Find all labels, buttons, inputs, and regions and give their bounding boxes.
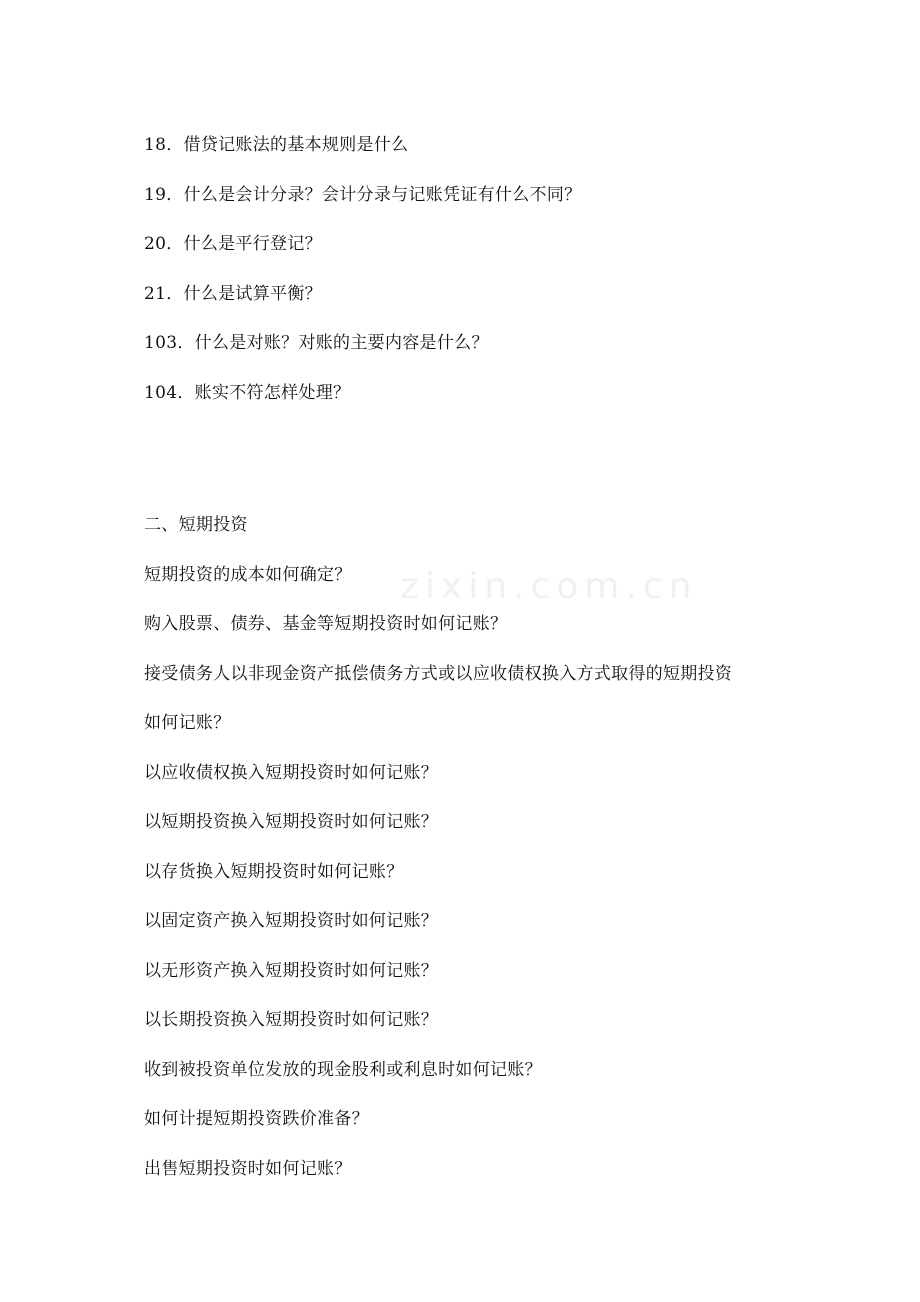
section-question: 收到被投资单位发放的现金股利或利息时如何记账？ bbox=[144, 1059, 542, 1080]
section-question: 以存货换入短期投资时如何记账？ bbox=[144, 861, 404, 882]
section-heading: 二、短期投资 bbox=[144, 515, 248, 535]
section-question: 以短期投资换入短期投资时如何记账？ bbox=[144, 812, 439, 832]
question-103: 103．什么是对账？对账的主要内容是什么？ bbox=[144, 333, 489, 353]
section-question: 接受债务人以非现金资产抵偿债务方式或以应收债权换入方式取得的短期投资 bbox=[144, 663, 733, 684]
question-20: 20．什么是平行登记？ bbox=[144, 234, 322, 254]
section-question-continuation: 如何记账？ bbox=[144, 713, 231, 733]
question-21: 21．什么是试算平衡？ bbox=[144, 283, 322, 304]
section-question: 购入股票、债券、基金等短期投资时如何记账？ bbox=[144, 614, 508, 634]
section-question: 出售短期投资时如何记账？ bbox=[144, 1158, 352, 1179]
section-question: 以应收债权换入短期投资时如何记账？ bbox=[144, 762, 439, 783]
question-19: 19．什么是会计分录？会计分录与记账凭证有什么不同？ bbox=[144, 184, 582, 205]
section-question: 以长期投资换入短期投资时如何记账？ bbox=[144, 1010, 439, 1030]
section-question: 短期投资的成本如何确定？ bbox=[144, 564, 352, 585]
question-18: 18．借贷记账法的基本规则是什么 bbox=[144, 135, 409, 155]
section-spacer bbox=[144, 425, 794, 508]
section-question: 以无形资产换入短期投资时如何记账？ bbox=[144, 960, 439, 981]
question-104: 104．账实不符怎样处理？ bbox=[144, 382, 351, 403]
watermark: zixin.com.cn bbox=[400, 566, 698, 607]
section-question: 如何计提短期投资跌价准备？ bbox=[144, 1109, 369, 1129]
document-body bbox=[144, 128, 794, 1201]
section-question: 以固定资产换入短期投资时如何记账？ bbox=[144, 911, 439, 931]
